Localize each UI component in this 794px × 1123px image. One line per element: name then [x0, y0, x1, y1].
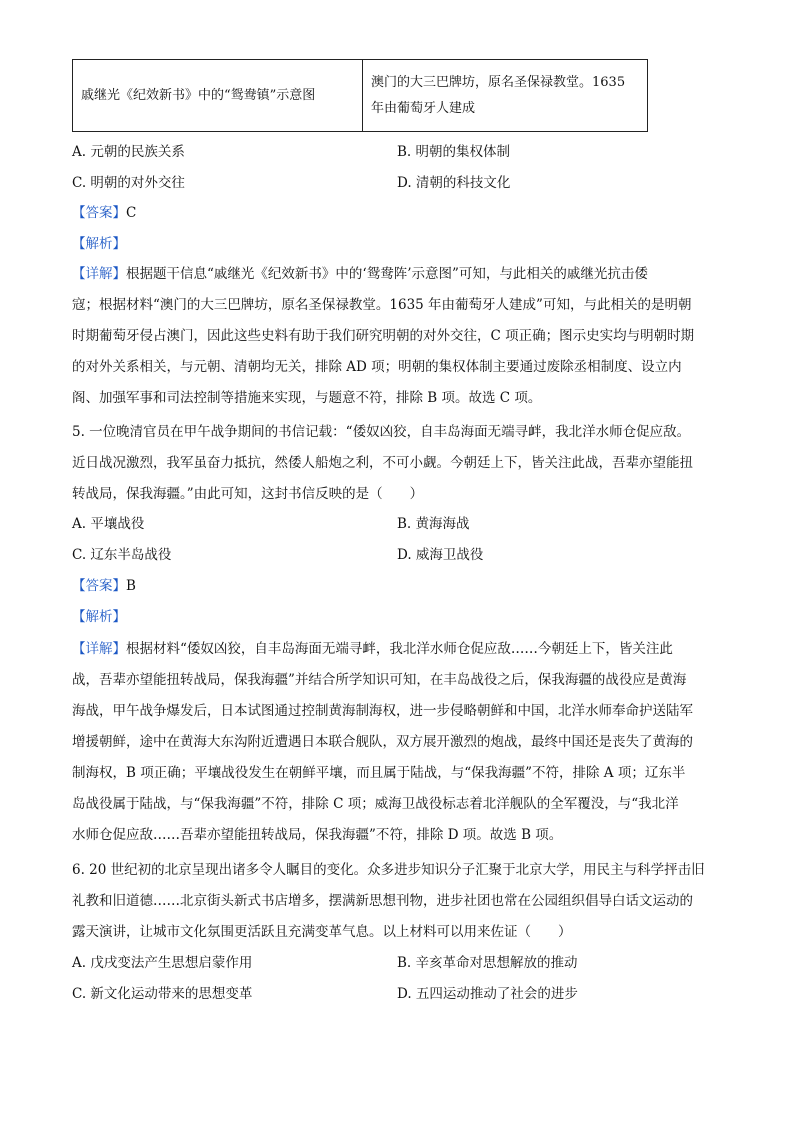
- q4-option-c: C. 明朝的对外交往: [72, 175, 185, 191]
- answer-label: 【答案】: [72, 578, 126, 594]
- q6-option-d: D. 五四运动推动了社会的进步: [397, 986, 578, 1002]
- q5-option-a: A. 平壤战役: [72, 516, 145, 532]
- stem-line: 礼教和旧道德……北京街头新式书店增多，摆满新思想刊物，进步社团也常在公园组织倡导白话文运动的: [72, 893, 693, 909]
- detail-line: 水师仓促应敌……吾辈亦望能扭转战局，保我海疆”不符，排除 D 项。故选 B 项。: [72, 827, 563, 843]
- stem-line: 转战局，保我海疆。”由此可知，这封书信反映的是（ ）: [72, 486, 424, 502]
- detail-line: 的对外关系相关，与元朝、清朝均无关，排除 AD 项；明朝的集权体制主要通过废除丞相制度、设立内: [72, 359, 682, 375]
- stem-line: 近日战况激烈，我军虽奋力抵抗，然倭人船炮之利，不可小觑。今朝廷上下，皆关注此战，吾辈亦望能扭: [72, 455, 693, 471]
- stem-line: 露天演讲，让城市文化氛围更活跃且充满变革气息。以上材料可以用来佐证（ ）: [72, 924, 572, 940]
- table-cell-left: 戚继光《纪效新书》中的“鸳鸯镇”示意图: [73, 60, 363, 132]
- q4-detail-paragraph: [72, 259, 722, 414]
- q5-stem: [72, 417, 722, 510]
- answer-value: B: [126, 578, 136, 594]
- q4-option-d: D. 清朝的科技文化: [397, 175, 511, 191]
- detail-line: 海战，甲午战争爆发后，日本试图通过控制黄海制海权，进一步侵略朝鲜和中国，北洋水师奉命护送陆军: [72, 703, 693, 719]
- q6-option-c: C. 新文化运动带来的思想变革: [72, 986, 253, 1002]
- detail-line: 阁、加强军事和司法控制等措施来实现，与题意不符，排除 B 项。故选 C 项。: [72, 390, 542, 406]
- q5-detail-paragraph: [72, 634, 722, 851]
- detail-line: 制海权，B 项正确；平壤战役发生在朝鲜平壤，而且属于陆战，与“保我海疆”不符，排除 A 项；辽东半: [72, 765, 686, 781]
- answer-label: 【答案】: [72, 205, 126, 221]
- detail-line: 【详解】根据题干信息“戚继光《纪效新书》中的‘鸳鸯阵’示意图”可知，与此相关的戚继光抗击倭: [72, 266, 648, 282]
- q5-answer: [72, 571, 136, 601]
- detail-line: 寇；根据材料“澳门的大三巴牌坊，原名圣保禄教堂。1635 年由葡萄牙人建成”可知，与此相关的是明朝: [72, 297, 692, 313]
- table-cell-right-line-1: 澳门的大三巴牌坊，原名圣保禄教堂。1635: [371, 74, 626, 90]
- q6-option-b: B. 辛亥革命对思想解放的推动: [397, 955, 578, 971]
- source-table: [72, 59, 648, 132]
- answer-value: C: [126, 205, 137, 221]
- detail-line: 增援朝鲜，途中在黄海大东沟附近遭遇日本联合舰队，双方展开激烈的炮战，最终中国还是丧失了黄海的: [72, 734, 693, 750]
- q6-option-a: A. 戊戌变法产生思想启蒙作用: [72, 955, 253, 971]
- stem-line: 6. 20 世纪初的北京呈现出诸多令人瞩目的变化。众多进步知识分子汇聚于北京大学，用民主与科学抨击旧: [72, 862, 705, 878]
- q4-option-a: A. 元朝的民族关系: [72, 144, 185, 160]
- q6-stem: [72, 855, 722, 948]
- detail-line: 战，吾辈亦望能扭转战局，保我海疆”并结合所学知识可知，在丰岛战役之后，保我海疆的战役应是黄海: [72, 672, 687, 688]
- table-cell-right-line-2: 年由葡萄牙人建成: [371, 100, 476, 116]
- table-row: [73, 60, 648, 132]
- detail-label: 【详解】: [72, 266, 126, 282]
- detail-label: 【详解】: [72, 641, 126, 657]
- q4-analysis-label: 【解析】: [72, 236, 126, 252]
- detail-line: 【详解】根据材料“倭奴凶狡，自丰岛海面无端寻衅，我北洋水师仓促应敌……今朝廷上下，皆关注此: [72, 641, 673, 657]
- detail-line: 岛战役属于陆战，与“保我海疆”不符，排除 C 项；威海卫战役标志着北洋舰队的全军覆没，与“我北洋: [72, 796, 679, 812]
- q4-option-b: B. 明朝的集权体制: [397, 144, 511, 160]
- q4-answer: [72, 198, 136, 228]
- detail-line: 时期葡萄牙侵占澳门，因此这些史料有助于我们研究明朝的对外交往，C 项正确；图示史实均与明朝时期: [72, 328, 695, 344]
- q5-option-c: C. 辽东半岛战役: [72, 547, 172, 563]
- table-cell-right: [363, 60, 648, 132]
- q5-option-d: D. 威海卫战役: [397, 547, 484, 563]
- q5-option-b: B. 黄海海战: [397, 516, 470, 532]
- stem-line: 5. 一位晚清官员在甲午战争期间的书信记载：“倭奴凶狡，自丰岛海面无端寻衅，我北洋水师仓促应敌。: [72, 424, 691, 440]
- q5-analysis-label: 【解析】: [72, 609, 126, 625]
